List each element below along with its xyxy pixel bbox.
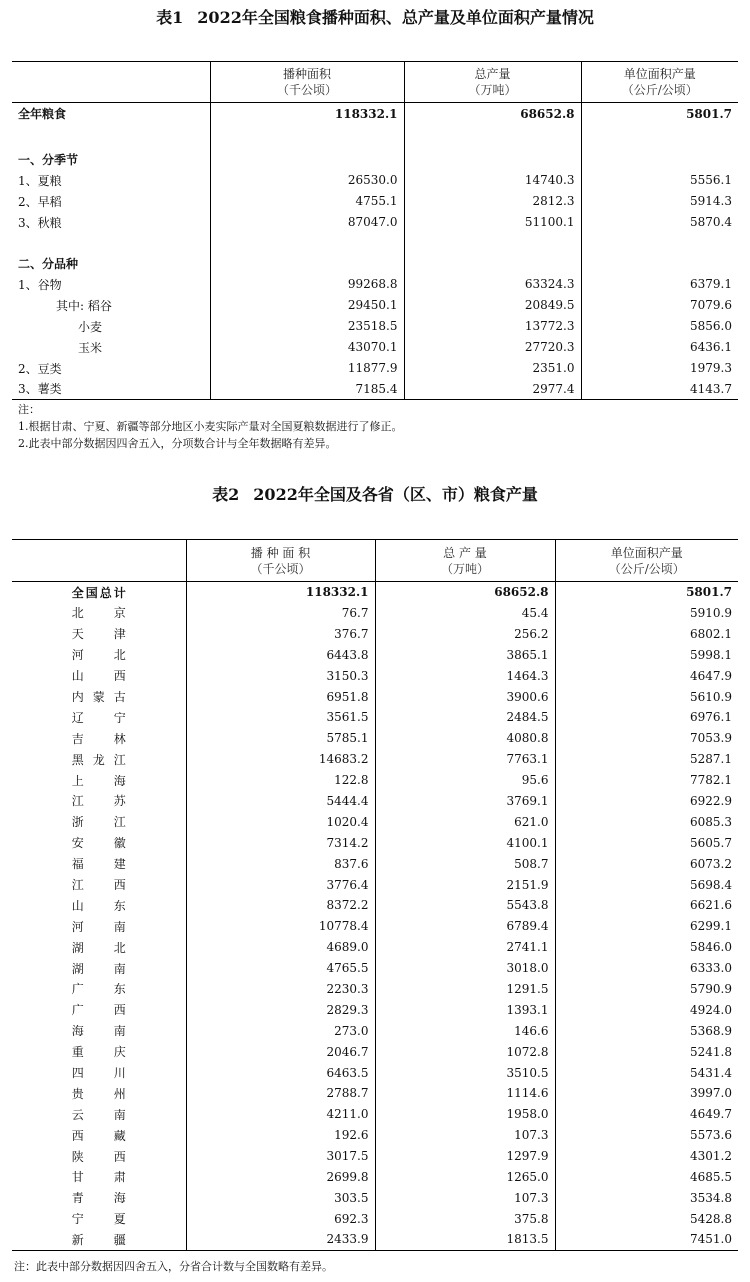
province-row <box>12 811 738 832</box>
output-value: 1393.1 <box>375 999 555 1020</box>
area-value: 2829.3 <box>186 999 375 1020</box>
table2-header-output: 总 产 量 （万吨） <box>375 540 555 582</box>
yield-value: 1979.3 <box>581 358 738 379</box>
province-row <box>12 853 738 874</box>
province-name: 云南 <box>71 1107 126 1122</box>
province-row <box>12 999 738 1020</box>
province-name: 山西 <box>71 669 126 684</box>
output-value: 68652.8 <box>375 582 555 603</box>
empty-cell <box>404 149 581 170</box>
row-label <box>12 1062 186 1083</box>
area-value: 6463.5 <box>186 1062 375 1083</box>
table1-total-row <box>12 103 738 125</box>
province-row <box>12 979 738 1000</box>
yield-value: 4143.7 <box>581 379 738 400</box>
province-name: 广东 <box>71 982 126 997</box>
output-value: 107.3 <box>375 1187 555 1208</box>
area-value: 3561.5 <box>186 707 375 728</box>
area-value: 1020.4 <box>186 811 375 832</box>
table2-note: 注：此表中部分数据因四舍五入，分省合计数与全国数略有差异。 <box>14 1260 333 1273</box>
output-value: 51100.1 <box>404 212 581 233</box>
province-name: 新疆 <box>71 1232 126 1247</box>
table1-title-text: 2022年全国粮食播种面积、总产量及单位面积产量情况 <box>197 8 594 27</box>
yield-value: 6073.2 <box>555 853 738 874</box>
empty-cell <box>210 253 404 274</box>
province-name: 浙江 <box>71 815 126 830</box>
province-name: 江苏 <box>71 794 126 809</box>
variety-row <box>12 316 738 337</box>
province-row <box>12 686 738 707</box>
province-name: 海南 <box>71 1024 126 1039</box>
yield-value: 4924.0 <box>555 999 738 1020</box>
yield-value: 5698.4 <box>555 874 738 895</box>
row-label <box>12 1041 186 1062</box>
province-row <box>12 1083 738 1104</box>
output-value: 508.7 <box>375 853 555 874</box>
row-label <box>12 853 186 874</box>
yield-value: 5428.8 <box>555 1208 738 1229</box>
yield-value: 5368.9 <box>555 1020 738 1041</box>
row-label: 3、秋粮 <box>18 215 62 230</box>
area-value: 2230.3 <box>186 979 375 1000</box>
province-name: 上海 <box>71 773 126 788</box>
province-row <box>12 1167 738 1188</box>
output-value: 256.2 <box>375 623 555 644</box>
row-label <box>12 728 186 749</box>
output-value: 1265.0 <box>375 1167 555 1188</box>
area-value: 10778.4 <box>186 916 375 937</box>
province-row <box>12 1062 738 1083</box>
area-value: 3017.5 <box>186 1146 375 1167</box>
province-row <box>12 832 738 853</box>
row-label <box>12 1208 186 1229</box>
spacer-row-label <box>12 233 210 253</box>
yield-value: 7053.9 <box>555 728 738 749</box>
province-row <box>12 1125 738 1146</box>
province-name: 吉林 <box>71 731 126 746</box>
season-row <box>12 191 738 212</box>
area-value: 118332.1 <box>186 582 375 603</box>
row-label: 小麦 <box>78 319 103 334</box>
yield-value: 5998.1 <box>555 644 738 665</box>
province-name: 河北 <box>71 648 126 663</box>
province-row <box>12 1104 738 1125</box>
province-row <box>12 707 738 728</box>
section-season-label: 一、分季节 <box>18 152 79 167</box>
row-label <box>12 937 186 958</box>
yield-value: 4647.9 <box>555 665 738 686</box>
province-name: 安徽 <box>71 836 126 851</box>
output-value: 2977.4 <box>404 379 581 400</box>
area-value: 837.6 <box>186 853 375 874</box>
yield-value: 5605.7 <box>555 832 738 853</box>
table1-header-output: 总产量 （万吨） <box>404 62 581 103</box>
season-row <box>12 170 738 191</box>
province-row <box>12 874 738 895</box>
row-label <box>12 874 186 895</box>
yield-value: 6333.0 <box>555 958 738 979</box>
empty-cell <box>404 253 581 274</box>
row-label: 3、薯类 <box>18 382 62 397</box>
yield-value: 3534.8 <box>555 1187 738 1208</box>
yield-value: 5914.3 <box>581 191 738 212</box>
yield-value: 5287.1 <box>555 749 738 770</box>
output-value: 45.4 <box>375 603 555 624</box>
row-label: 全年粮食 <box>18 107 67 122</box>
output-value: 3900.6 <box>375 686 555 707</box>
province-name: 重庆 <box>71 1045 126 1060</box>
output-value: 1072.8 <box>375 1041 555 1062</box>
row-label <box>12 958 186 979</box>
area-value: 2699.8 <box>186 1167 375 1188</box>
yield-value: 5910.9 <box>555 603 738 624</box>
output-value: 1297.9 <box>375 1146 555 1167</box>
province-name: 江西 <box>71 878 126 893</box>
area-value: 118332.1 <box>210 103 404 125</box>
area-value: 2433.9 <box>186 1229 375 1250</box>
province-row <box>12 728 738 749</box>
area-value: 14683.2 <box>186 749 375 770</box>
table1-notes <box>18 401 403 452</box>
area-value: 303.5 <box>186 1187 375 1208</box>
row-label <box>12 1020 186 1041</box>
province-row <box>12 958 738 979</box>
row-label <box>12 916 186 937</box>
output-value: 1813.5 <box>375 1229 555 1250</box>
table2 <box>12 539 738 1251</box>
row-label <box>12 1229 186 1250</box>
output-value: 68652.8 <box>404 103 581 125</box>
table2-title-number: 表2 <box>212 485 240 504</box>
table1-header-area: 播种面积 （千公顷） <box>210 62 404 103</box>
province-name: 天津 <box>71 627 126 642</box>
yield-value: 6085.3 <box>555 811 738 832</box>
area-value: 3150.3 <box>186 665 375 686</box>
output-value: 375.8 <box>375 1208 555 1229</box>
row-label: 2、豆类 <box>18 361 62 376</box>
output-value: 14740.3 <box>404 170 581 191</box>
area-value: 87047.0 <box>210 212 404 233</box>
table2-header-yield: 单位面积产量 （公斤/公顷） <box>555 540 738 582</box>
area-value: 43070.1 <box>210 337 404 358</box>
output-value: 4100.1 <box>375 832 555 853</box>
province-row <box>12 749 738 770</box>
area-value: 2046.7 <box>186 1041 375 1062</box>
area-value: 192.6 <box>186 1125 375 1146</box>
table2-title-text: 2022年全国及各省（区、市）粮食产量 <box>253 485 538 504</box>
yield-value: 5790.9 <box>555 979 738 1000</box>
yield-value: 5856.0 <box>581 316 738 337</box>
area-value: 3776.4 <box>186 874 375 895</box>
area-value: 6951.8 <box>186 686 375 707</box>
output-value: 63324.3 <box>404 274 581 295</box>
row-label: 2、早稻 <box>18 194 62 209</box>
province-row <box>12 916 738 937</box>
variety-row <box>12 274 738 295</box>
variety-row <box>12 295 738 316</box>
row-label: 其中: 稻谷 <box>56 298 112 313</box>
row-label <box>12 811 186 832</box>
yield-value: 5801.7 <box>555 582 738 603</box>
empty-cell <box>404 233 581 253</box>
row-label <box>12 979 186 1000</box>
area-value: 122.8 <box>186 770 375 791</box>
row-label <box>12 665 186 686</box>
area-value: 4211.0 <box>186 1104 375 1125</box>
output-value: 6789.4 <box>375 916 555 937</box>
section-season <box>12 149 738 170</box>
area-value: 26530.0 <box>210 170 404 191</box>
area-value: 5444.4 <box>186 791 375 812</box>
output-value: 2351.0 <box>404 358 581 379</box>
yield-value: 5610.9 <box>555 686 738 707</box>
yield-value: 6922.9 <box>555 791 738 812</box>
province-name: 辽宁 <box>71 710 126 725</box>
table1-header-yield: 单位面积产量 （公斤/公顷） <box>581 62 738 103</box>
province-name: 陕西 <box>71 1149 126 1164</box>
area-value: 23518.5 <box>210 316 404 337</box>
row-label <box>12 1146 186 1167</box>
province-row <box>12 937 738 958</box>
province-name: 宁夏 <box>71 1212 126 1227</box>
province-row <box>12 1020 738 1041</box>
section-variety-label: 二、分品种 <box>18 256 79 271</box>
province-row <box>12 603 738 624</box>
yield-value: 6436.1 <box>581 337 738 358</box>
table2-total-row <box>12 582 738 603</box>
area-value: 6443.8 <box>186 644 375 665</box>
variety-row <box>12 379 738 400</box>
yield-value: 4685.5 <box>555 1167 738 1188</box>
province-row <box>12 1041 738 1062</box>
yield-value: 4301.2 <box>555 1146 738 1167</box>
yield-value: 5573.6 <box>555 1125 738 1146</box>
row-label <box>12 999 186 1020</box>
spacer-row <box>12 125 738 149</box>
output-value: 3510.5 <box>375 1062 555 1083</box>
area-value: 7314.2 <box>186 832 375 853</box>
row-label <box>12 1167 186 1188</box>
row-label <box>12 895 186 916</box>
province-name: 湖南 <box>71 961 126 976</box>
season-row <box>12 212 738 233</box>
output-value: 3769.1 <box>375 791 555 812</box>
province-row <box>12 791 738 812</box>
yield-value: 4649.7 <box>555 1104 738 1125</box>
yield-value: 7451.0 <box>555 1229 738 1250</box>
output-value: 20849.5 <box>404 295 581 316</box>
row-label <box>12 1104 186 1125</box>
table2-header-blank <box>12 540 186 582</box>
yield-value: 6379.1 <box>581 274 738 295</box>
table2-header-row <box>12 540 738 582</box>
row-label <box>12 686 186 707</box>
yield-value: 5846.0 <box>555 937 738 958</box>
province-name: 贵州 <box>71 1086 126 1101</box>
province-name: 西藏 <box>71 1128 126 1143</box>
row-label <box>12 603 186 624</box>
row-label <box>12 1125 186 1146</box>
output-value: 107.3 <box>375 1125 555 1146</box>
row-label <box>12 644 186 665</box>
province-name: 福建 <box>71 857 126 872</box>
spacer-row <box>12 233 738 253</box>
section-variety <box>12 253 738 274</box>
province-row <box>12 895 738 916</box>
output-value: 4080.8 <box>375 728 555 749</box>
row-label <box>12 749 186 770</box>
province-row <box>12 1146 738 1167</box>
output-value: 27720.3 <box>404 337 581 358</box>
row-label <box>12 623 186 644</box>
row-label <box>12 582 186 603</box>
area-value: 4689.0 <box>186 937 375 958</box>
empty-cell <box>581 149 738 170</box>
empty-cell <box>581 253 738 274</box>
province-name: 河南 <box>71 919 126 934</box>
area-value: 376.7 <box>186 623 375 644</box>
output-value: 3865.1 <box>375 644 555 665</box>
table1-note-heading: 注： <box>18 403 40 416</box>
province-name: 内蒙古 <box>71 690 126 704</box>
province-name: 青海 <box>71 1191 126 1206</box>
province-name: 广西 <box>71 1003 126 1018</box>
output-value: 13772.3 <box>404 316 581 337</box>
table1-header-blank <box>12 62 210 103</box>
output-value: 621.0 <box>375 811 555 832</box>
row-label: 1、谷物 <box>18 277 62 292</box>
empty-cell <box>581 233 738 253</box>
province-row <box>12 1208 738 1229</box>
province-name: 山东 <box>71 898 126 913</box>
table1-header-row <box>12 62 738 103</box>
area-value: 76.7 <box>186 603 375 624</box>
table1-title <box>0 8 750 28</box>
yield-value: 6299.1 <box>555 916 738 937</box>
table1 <box>12 61 738 400</box>
row-label <box>12 1083 186 1104</box>
yield-value: 5431.4 <box>555 1062 738 1083</box>
output-value: 2812.3 <box>404 191 581 212</box>
province-name: 湖北 <box>71 940 126 955</box>
empty-cell <box>404 125 581 149</box>
table2-title <box>0 485 750 505</box>
table2-header-area: 播 种 面 积 （千公顷） <box>186 540 375 582</box>
area-value: 5785.1 <box>186 728 375 749</box>
yield-value: 3997.0 <box>555 1083 738 1104</box>
province-row <box>12 1229 738 1250</box>
province-row <box>12 665 738 686</box>
province-name: 北京 <box>71 606 126 621</box>
area-value: 8372.2 <box>186 895 375 916</box>
output-value: 3018.0 <box>375 958 555 979</box>
area-value: 2788.7 <box>186 1083 375 1104</box>
output-value: 146.6 <box>375 1020 555 1041</box>
province-row <box>12 623 738 644</box>
row-label <box>12 770 186 791</box>
output-value: 1958.0 <box>375 1104 555 1125</box>
empty-cell <box>210 233 404 253</box>
table1-title-number: 表1 <box>156 8 184 27</box>
yield-value: 5241.8 <box>555 1041 738 1062</box>
empty-cell <box>210 149 404 170</box>
output-value: 1291.5 <box>375 979 555 1000</box>
row-label <box>12 832 186 853</box>
province-name: 甘肃 <box>71 1170 126 1185</box>
area-value: 7185.4 <box>210 379 404 400</box>
area-value: 99268.8 <box>210 274 404 295</box>
area-value: 4765.5 <box>186 958 375 979</box>
row-label <box>12 1187 186 1208</box>
area-value: 29450.1 <box>210 295 404 316</box>
table1-note-1: 1.根据甘肃、宁夏、新疆等部分地区小麦实际产量对全国夏粮数据进行了修正。 <box>18 420 403 433</box>
area-value: 11877.9 <box>210 358 404 379</box>
spacer-row-label <box>12 125 210 149</box>
row-label <box>12 707 186 728</box>
province-name: 全国总计 <box>71 585 126 600</box>
row-label <box>12 791 186 812</box>
row-label: 1、夏粮 <box>18 173 62 188</box>
yield-value: 6802.1 <box>555 623 738 644</box>
yield-value: 5870.4 <box>581 212 738 233</box>
row-label: 玉米 <box>78 340 103 355</box>
output-value: 2484.5 <box>375 707 555 728</box>
area-value: 692.3 <box>186 1208 375 1229</box>
area-value: 273.0 <box>186 1020 375 1041</box>
table1-note-2: 2.此表中部分数据因四舍五入，分项数合计与全年数据略有差异。 <box>18 437 337 450</box>
yield-value: 6976.1 <box>555 707 738 728</box>
yield-value: 7079.6 <box>581 295 738 316</box>
province-row <box>12 770 738 791</box>
output-value: 1114.6 <box>375 1083 555 1104</box>
province-name: 四川 <box>71 1066 126 1081</box>
empty-cell <box>210 125 404 149</box>
yield-value: 5801.7 <box>581 103 738 125</box>
output-value: 5543.8 <box>375 895 555 916</box>
output-value: 1464.3 <box>375 665 555 686</box>
output-value: 2151.9 <box>375 874 555 895</box>
yield-value: 7782.1 <box>555 770 738 791</box>
province-name: 黑龙江 <box>71 752 126 767</box>
output-value: 7763.1 <box>375 749 555 770</box>
area-value: 4755.1 <box>210 191 404 212</box>
empty-cell <box>581 125 738 149</box>
variety-row <box>12 337 738 358</box>
province-row <box>12 1187 738 1208</box>
output-value: 2741.1 <box>375 937 555 958</box>
output-value: 95.6 <box>375 770 555 791</box>
province-row <box>12 644 738 665</box>
yield-value: 5556.1 <box>581 170 738 191</box>
variety-row <box>12 358 738 379</box>
yield-value: 6621.6 <box>555 895 738 916</box>
